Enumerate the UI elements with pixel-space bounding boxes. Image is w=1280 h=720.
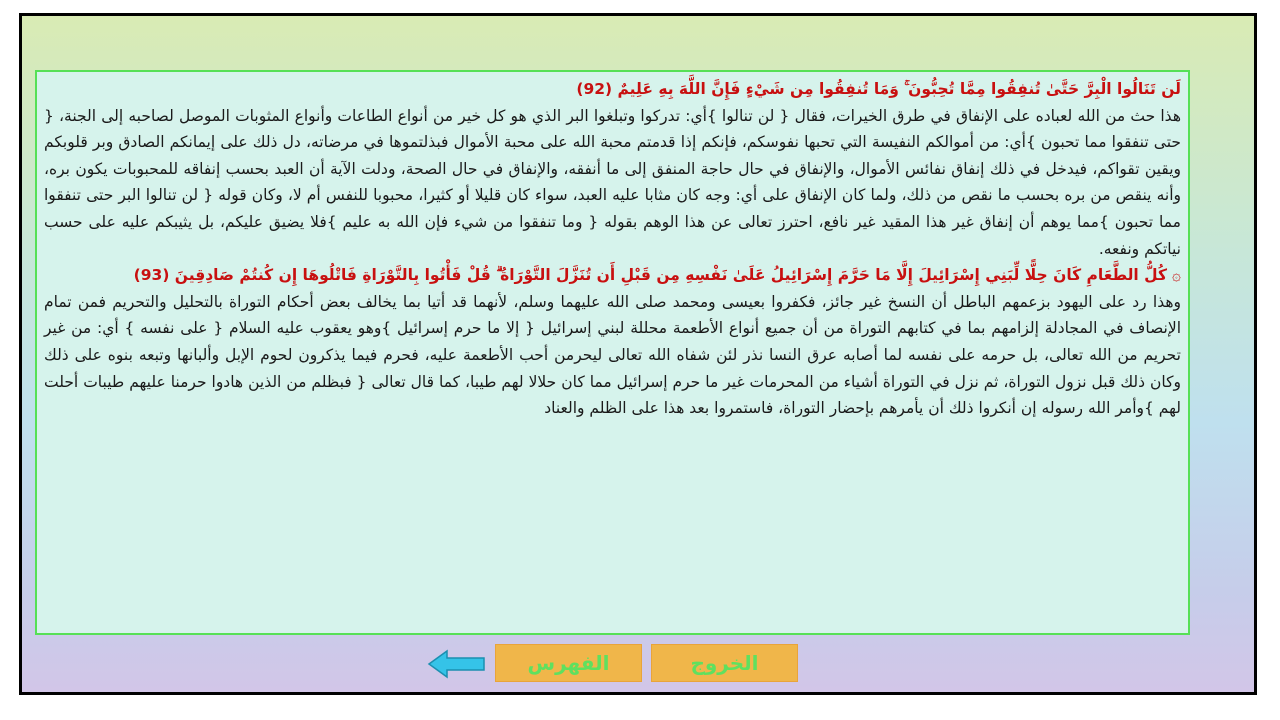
exit-button[interactable]: الخروج — [651, 644, 798, 682]
tafsir-text-panel — [35, 70, 1190, 635]
verse-92: لَن تَنَالُوا الْبِرَّ حَتَّىٰ تُنفِقُوا مِمَّا تُحِبُّونَ ۚ وَمَا تُنفِقُوا مِن شَيْءٍ فَإِنَّ اللَّهَ بِهِ عَلِيمٌ (92) — [576, 80, 1181, 98]
verse-ornament-icon: ۞ — [1171, 266, 1181, 285]
tafsir-92: هذا حث من الله لعباده على الإنفاق في طرق الخيرات، فقال { لن تنالوا }أي: تدركوا وتبلغوا البر الذي هو كل خير من أنواع الطاعات وأنواع المثوبات الموصل لصاحبه إلى الجنة، { حتى تنفقوا مما تحبون }أي: من أموالكم النفيسة التي تحبها نفوسكم، فإنكم إذا قدمتم محبة الله على محبة الأموال فبذلتموها في مرضاته، دل ذلك على إيمانكم الصادق وبر قلوبكم ويقين تقواكم، فيدخل في ذلك إنفاق نفائس الأموال، والإنفاق في حال حاجة المنفق إلى ما أنفقه، والإنفاق في حال الصحة، ودلت الآية أن العبد بحسب إنفاقه للمحبوبات يكون بره، وأنه ينقص من بره بحسب ما نقص من ذلك، ولما كان الإنفاق على أي: وجه كان مثابا عليه العبد، سواء كان قليلا أو كثيرا، محبوبا للنفس أم لا، وكان قوله { لن تنالوا البر حتى تنفقوا مما تحبون }مما يوهم أن إنفاق غير هذا المقيد غير نافع، احترز تعالى عن هذا الوهم بقوله { وما تنفقوا من شيء فإن الله به عليم }فلا يضيق عليكم، بل يثيبكم عليه على حسب نياتكم ونفعه. — [44, 106, 1181, 258]
verse-93: كُلُّ الطَّعَامِ كَانَ حِلًّا لِّبَنِي إِسْرَائِيلَ إِلَّا مَا حَرَّمَ إِسْرَائِيلُ عَلَىٰ نَفْسِهِ مِن قَبْلِ أَن تُنَزَّلَ التَّوْرَاةُ ۗ قُلْ فَأْتُوا بِالتَّوْرَاةِ فَاتْلُوهَا إِن كُنتُمْ صَادِقِينَ (93) — [133, 266, 1167, 285]
tafsir-93: وهذا رد على اليهود بزعمهم الباطل أن النسخ غير جائز، فكفروا بعيسى ومحمد صلى الله عليهما وسلم، لأنهما قد أتيا بما يخالف بعض أحكام التوراة بالتحليل والتحريم فمن تمام الإنصاف في المجادلة إلزامهم بما في كتابهم التوراة من أن جميع أنواع الأطعمة محللة لبني إسرائيل { إلا ما حرم إسرائيل }وهو يعقوب عليه السلام { على نفسه } أي: من غير تحريم من الله تعالى، بل حرمه على نفسه لما أصابه عرق النسا نذر لئن شفاه الله تعالى ليحرمن أحب الأطعمة عليه، فحرم فيما يذكرون لحوم الإبل وألبانها وتبعه بنوه على ذلك وكان ذلك قبل نزول التوراة، ثم نزل في التوراة أشياء من المحرمات غير ما حرم إسرائيل مما كان حلالا لهم طيبا، كما قال تعالى { فبظلم من الذين هادوا حرمنا عليهم طيبات أحلت لهم }وأمر الله رسوله إن أنكروا ذلك أن يأمرهم بإحضار التوراة، فاستمروا بعد هذا على الظلم والعناد — [44, 292, 1181, 418]
index-button[interactable]: الفهرس — [495, 644, 642, 682]
back-arrow-icon[interactable] — [427, 648, 487, 680]
